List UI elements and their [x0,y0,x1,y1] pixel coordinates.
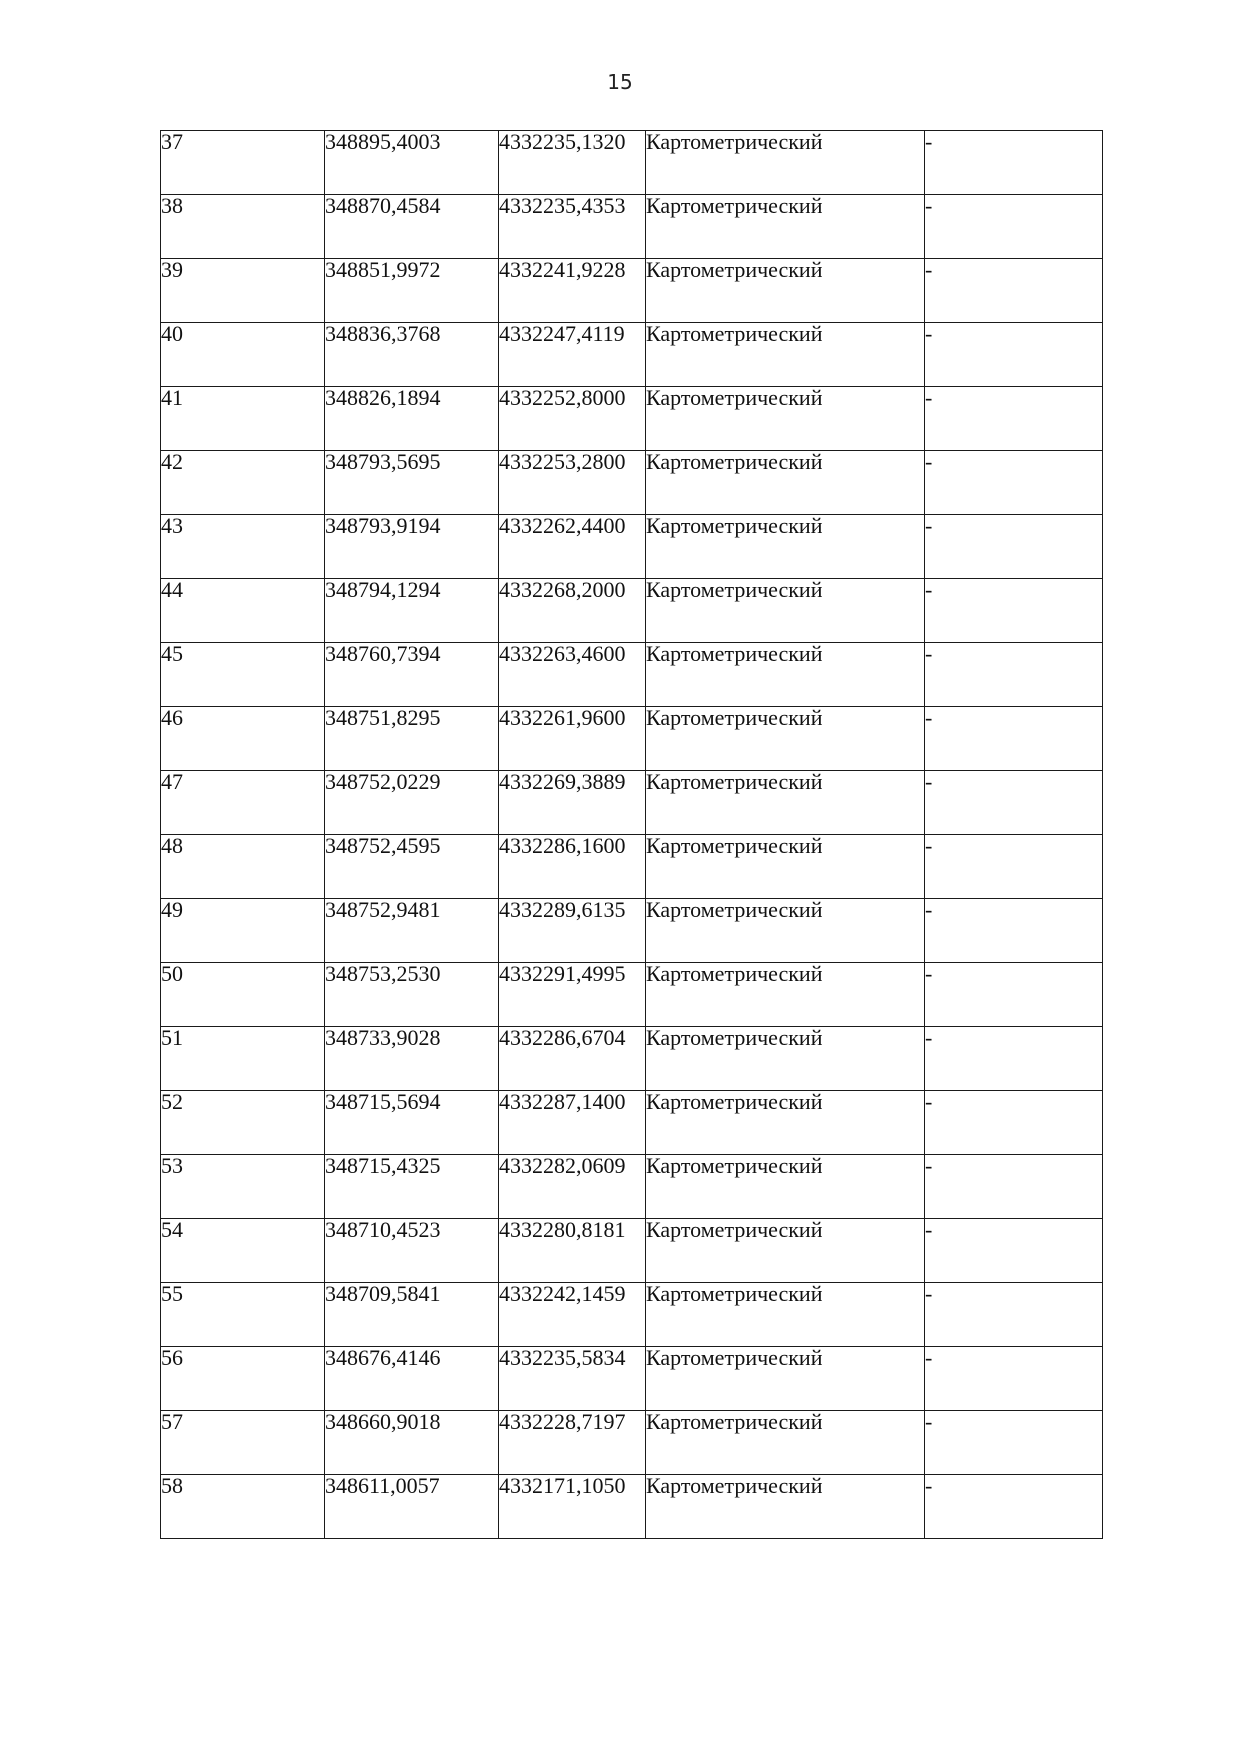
table-row [161,643,1103,707]
x-coordinate-cell: 348709,5841 [325,1283,499,1347]
point-number-cell: 41 [161,387,325,451]
y-coordinate-cell: 4332289,6135 [499,899,646,963]
note-cell: - [925,1091,1103,1155]
note-cell: - [925,1027,1103,1091]
note-cell: - [925,195,1103,259]
method-cell: Картометрический [646,515,925,579]
x-coordinate-cell: 348826,1894 [325,387,499,451]
point-number-cell: 55 [161,1283,325,1347]
x-coordinate-cell: 348611,0057 [325,1475,499,1539]
method-cell: Картометрический [646,643,925,707]
point-number-cell: 47 [161,771,325,835]
point-number-cell: 51 [161,1027,325,1091]
y-coordinate-cell: 4332268,2000 [499,579,646,643]
y-coordinate-cell: 4332228,7197 [499,1411,646,1475]
method-cell: Картометрический [646,963,925,1027]
note-cell: - [925,259,1103,323]
table-row [161,131,1103,195]
y-coordinate-cell: 4332235,4353 [499,195,646,259]
table-row [161,387,1103,451]
note-cell: - [925,1219,1103,1283]
x-coordinate-cell: 348710,4523 [325,1219,499,1283]
method-cell: Картометрический [646,195,925,259]
x-coordinate-cell: 348870,4584 [325,195,499,259]
method-cell: Картометрический [646,323,925,387]
y-coordinate-cell: 4332286,1600 [499,835,646,899]
table-row [161,515,1103,579]
note-cell: - [925,515,1103,579]
note-cell: - [925,1347,1103,1411]
note-cell: - [925,1411,1103,1475]
note-cell: - [925,707,1103,771]
method-cell: Картометрический [646,1347,925,1411]
table-row [161,323,1103,387]
table-row [161,1155,1103,1219]
table-row [161,963,1103,1027]
point-number-cell: 43 [161,515,325,579]
point-number-cell: 52 [161,1091,325,1155]
x-coordinate-cell: 348753,2530 [325,963,499,1027]
note-cell: - [925,131,1103,195]
x-coordinate-cell: 348752,4595 [325,835,499,899]
method-cell: Картометрический [646,259,925,323]
method-cell: Картометрический [646,899,925,963]
note-cell: - [925,899,1103,963]
note-cell: - [925,451,1103,515]
method-cell: Картометрический [646,131,925,195]
table-row [161,1091,1103,1155]
table-row [161,195,1103,259]
y-coordinate-cell: 4332235,5834 [499,1347,646,1411]
x-coordinate-cell: 348836,3768 [325,323,499,387]
y-coordinate-cell: 4332263,4600 [499,643,646,707]
note-cell: - [925,1283,1103,1347]
y-coordinate-cell: 4332286,6704 [499,1027,646,1091]
table-row [161,899,1103,963]
x-coordinate-cell: 348715,5694 [325,1091,499,1155]
point-number-cell: 42 [161,451,325,515]
point-number-cell: 54 [161,1219,325,1283]
x-coordinate-cell: 348793,9194 [325,515,499,579]
note-cell: - [925,1475,1103,1539]
x-coordinate-cell: 348752,9481 [325,899,499,963]
table-row [161,707,1103,771]
table-row [161,1283,1103,1347]
point-number-cell: 39 [161,259,325,323]
method-cell: Картометрический [646,387,925,451]
method-cell: Картометрический [646,1475,925,1539]
page-number: 15 [607,70,633,94]
y-coordinate-cell: 4332280,8181 [499,1219,646,1283]
method-cell: Картометрический [646,1091,925,1155]
point-number-cell: 49 [161,899,325,963]
method-cell: Картометрический [646,1411,925,1475]
y-coordinate-cell: 4332241,9228 [499,259,646,323]
point-number-cell: 45 [161,643,325,707]
x-coordinate-cell: 348676,4146 [325,1347,499,1411]
point-number-cell: 46 [161,707,325,771]
method-cell: Картометрический [646,1155,925,1219]
table-row [161,579,1103,643]
note-cell: - [925,963,1103,1027]
note-cell: - [925,1155,1103,1219]
note-cell: - [925,835,1103,899]
note-cell: - [925,579,1103,643]
x-coordinate-cell: 348751,8295 [325,707,499,771]
point-number-cell: 57 [161,1411,325,1475]
table-row [161,259,1103,323]
y-coordinate-cell: 4332269,3889 [499,771,646,835]
point-number-cell: 53 [161,1155,325,1219]
point-number-cell: 40 [161,323,325,387]
table-row [161,771,1103,835]
method-cell: Картометрический [646,771,925,835]
method-cell: Картометрический [646,1219,925,1283]
table-row [161,1411,1103,1475]
y-coordinate-cell: 4332171,1050 [499,1475,646,1539]
note-cell: - [925,643,1103,707]
method-cell: Картометрический [646,835,925,899]
table-row [161,1219,1103,1283]
note-cell: - [925,387,1103,451]
coordinates-table [160,130,1103,1539]
table-row [161,1027,1103,1091]
x-coordinate-cell: 348760,7394 [325,643,499,707]
x-coordinate-cell: 348715,4325 [325,1155,499,1219]
y-coordinate-cell: 4332242,1459 [499,1283,646,1347]
y-coordinate-cell: 4332287,1400 [499,1091,646,1155]
y-coordinate-cell: 4332261,9600 [499,707,646,771]
table-row [161,1475,1103,1539]
y-coordinate-cell: 4332291,4995 [499,963,646,1027]
point-number-cell: 58 [161,1475,325,1539]
y-coordinate-cell: 4332282,0609 [499,1155,646,1219]
point-number-cell: 37 [161,131,325,195]
method-cell: Картометрический [646,1283,925,1347]
point-number-cell: 38 [161,195,325,259]
y-coordinate-cell: 4332247,4119 [499,323,646,387]
x-coordinate-cell: 348733,9028 [325,1027,499,1091]
point-number-cell: 56 [161,1347,325,1411]
point-number-cell: 50 [161,963,325,1027]
x-coordinate-cell: 348794,1294 [325,579,499,643]
y-coordinate-cell: 4332235,1320 [499,131,646,195]
method-cell: Картометрический [646,707,925,771]
method-cell: Картометрический [646,579,925,643]
method-cell: Картометрический [646,451,925,515]
y-coordinate-cell: 4332252,8000 [499,387,646,451]
x-coordinate-cell: 348752,0229 [325,771,499,835]
table-row [161,835,1103,899]
x-coordinate-cell: 348895,4003 [325,131,499,195]
method-cell: Картометрический [646,1027,925,1091]
point-number-cell: 44 [161,579,325,643]
table-row [161,1347,1103,1411]
coordinates-table-body [161,131,1103,1539]
x-coordinate-cell: 348793,5695 [325,451,499,515]
note-cell: - [925,771,1103,835]
x-coordinate-cell: 348660,9018 [325,1411,499,1475]
point-number-cell: 48 [161,835,325,899]
table-row [161,451,1103,515]
x-coordinate-cell: 348851,9972 [325,259,499,323]
note-cell: - [925,323,1103,387]
y-coordinate-cell: 4332262,4400 [499,515,646,579]
y-coordinate-cell: 4332253,2800 [499,451,646,515]
